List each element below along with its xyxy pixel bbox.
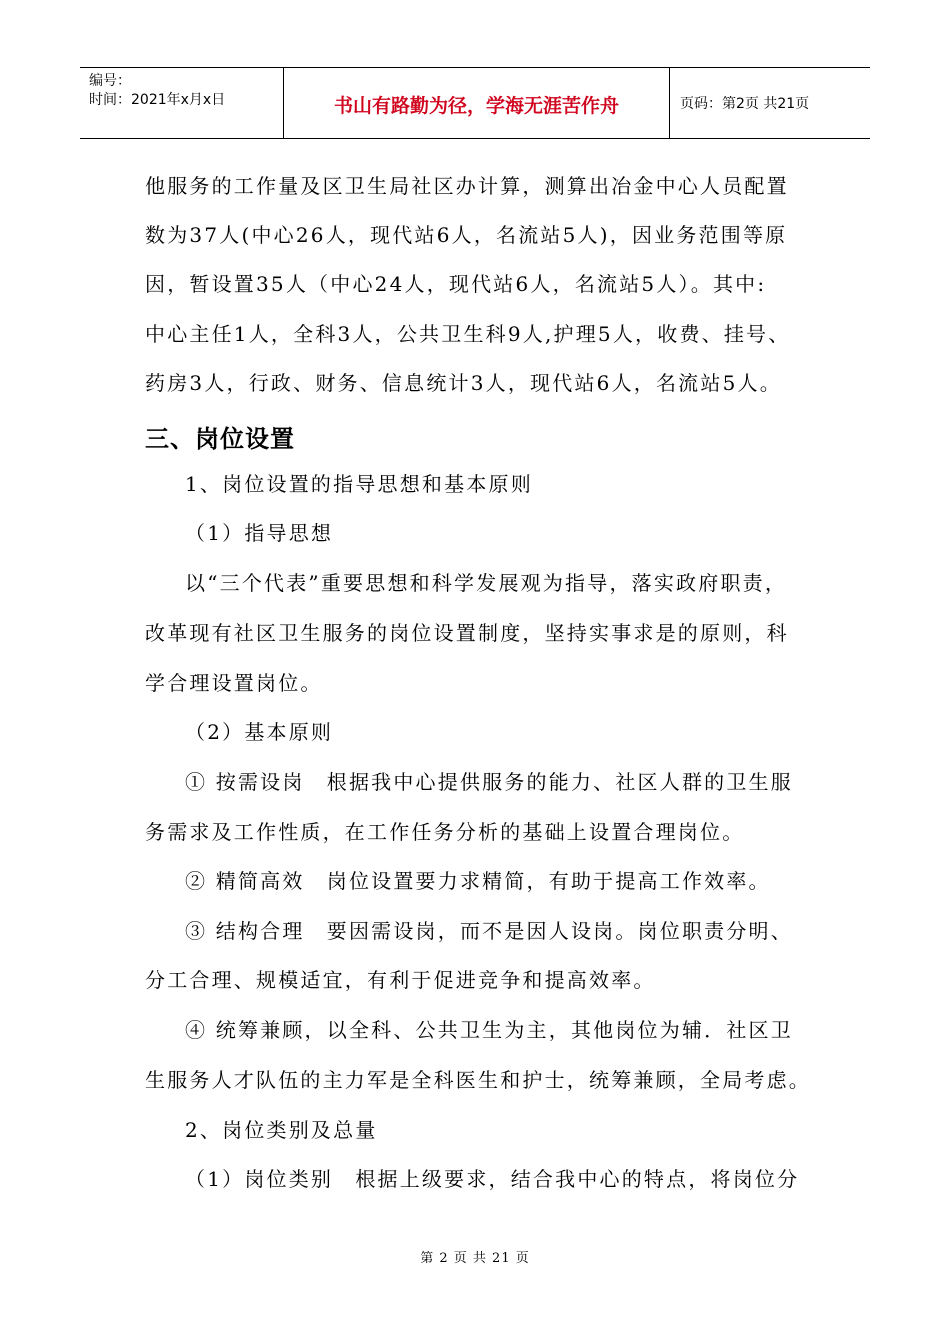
paragraph-line: 学合理设置岗位。 <box>145 671 323 695</box>
paragraph-line: 改革现有社区卫生服务的岗位设置制度，坚持实事求是的原则，科 <box>145 621 789 645</box>
header-meta-cell <box>80 68 284 138</box>
paragraph-line: ④ 统筹兼顾，以全科、公共卫生为主，其他岗位为辅．社区卫 <box>185 1018 793 1042</box>
paragraph-line: ③ 结构合理 要因需设岗，而不是因人设岗。岗位职责分明、 <box>185 919 793 943</box>
subheading: （2）基本原则 <box>185 720 334 744</box>
paragraph-line: ② 精简高效 岗位设置要力求精简，有助于提高工作效率。 <box>185 869 771 893</box>
paragraph-line: 因，暂设置35人（中心24人，现代站6人，名流站5人）。其中: <box>145 272 767 296</box>
subheading: 2、岗位类别及总量 <box>185 1118 378 1142</box>
header-motto: 书山有路勤为径，学海无涯苦作舟 <box>333 95 619 117</box>
subheading: （1）指导思想 <box>185 521 334 545</box>
paragraph-line: 生服务人才队伍的主力军是全科医生和护士，统筹兼顾，全局考虑。 <box>145 1068 811 1092</box>
paragraph-line: 务需求及工作性质，在工作任务分析的基础上设置合理岗位。 <box>145 820 745 844</box>
paragraph-line: 他服务的工作量及区卫生局社区办计算，测算出冶金中心人员配置 <box>145 174 789 198</box>
paragraph-line: 数为37人(中心26人，现代站6人，名流站5人)，因业务范围等原 <box>145 223 788 247</box>
paragraph-line: 分工合理、规模适宜，有利于促进竞争和提高效率。 <box>145 968 656 992</box>
subheading: 1、岗位设置的指导思想和基本原则 <box>185 472 533 496</box>
paragraph-line: （1）岗位类别 根据上级要求，结合我中心的特点，将岗位分 <box>185 1167 800 1191</box>
page-footer: 第 2 页 共 21 页 <box>420 1251 530 1266</box>
section-heading: 三、岗位设置 <box>145 425 295 453</box>
header-page-cell <box>670 68 870 138</box>
paragraph-line: ① 按需设岗 根据我中心提供服务的能力、社区人群的卫生服 <box>185 770 793 794</box>
header-page-info: 页码：第2页 共21页 <box>680 96 810 112</box>
paragraph-line: 药房3人，行政、财务、信息统计3人，现代站6人，名流站5人。 <box>145 371 782 395</box>
paragraph-line: 以“三个代表”重要思想和科学发展观为指导，落实政府职责， <box>185 571 788 595</box>
header-motto-cell <box>284 68 670 138</box>
paragraph-line: 中心主任1人，全科3人，公共卫生科9人,护理5人，收费、挂号、 <box>145 322 791 346</box>
document-number-label: 编号： <box>89 73 131 89</box>
document-header <box>80 67 870 139</box>
document-date-label: 时间：2021年x月x日 <box>89 92 226 108</box>
